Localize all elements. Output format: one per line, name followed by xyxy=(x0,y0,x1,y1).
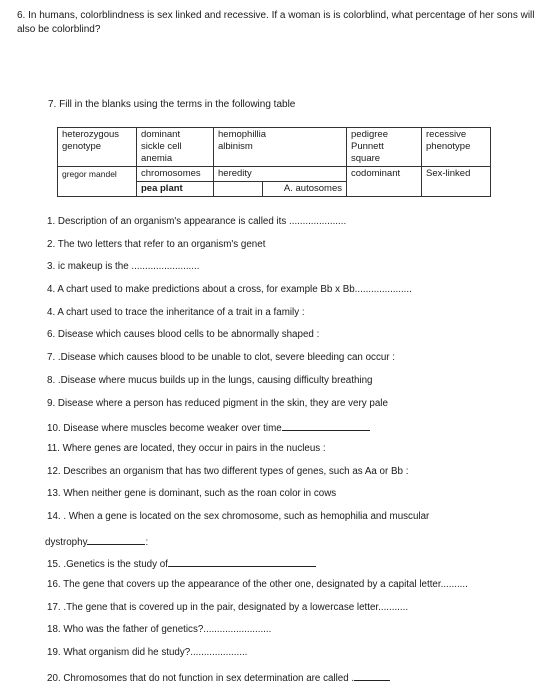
item-text: 9. Disease where a person has reduced pigment in the skin, they are very pale xyxy=(47,397,388,409)
item-text: 4. A chart used to make predictions about a cross, for example Bb x Bb..................... xyxy=(47,284,412,296)
item-text: 18. Who was the father of genetics?......................... xyxy=(47,624,272,636)
item-text: 10. Disease where muscles become weaker over time xyxy=(47,423,282,435)
item-text: 13. When neither gene is dominant, such as the roan color in cows xyxy=(47,488,337,500)
list-item xyxy=(47,261,468,284)
term-chromosomes: chromosomes xyxy=(137,167,214,182)
list-item xyxy=(47,239,468,262)
list-item xyxy=(47,466,468,489)
term-albinism: albinism xyxy=(218,141,253,152)
term-heredity: heredity xyxy=(214,167,347,182)
colon-text: : xyxy=(145,536,149,548)
list-item xyxy=(47,647,468,670)
item-text: 15. .Genetics is the study of xyxy=(47,559,168,571)
list-item xyxy=(47,443,468,466)
list-item xyxy=(47,511,468,534)
item-text: 12. Describes an organism that has two different types of genes, such as Aa or Bb : xyxy=(47,465,409,477)
list-item xyxy=(47,420,468,443)
term-codominant: codominant xyxy=(347,167,422,197)
term-cell xyxy=(58,128,137,167)
term-recessive: recessive xyxy=(426,129,467,140)
list-item xyxy=(47,216,468,239)
term-hemophillia: hemophillia xyxy=(218,129,267,140)
list-item xyxy=(47,488,468,511)
list-item xyxy=(47,352,468,375)
term-pedigree: pedigree xyxy=(351,129,388,140)
term-square: square xyxy=(351,153,381,164)
item-text: 6. Disease which causes blood cells to be abnormally shaped : xyxy=(47,329,320,341)
term-autosomes: A. autosomes xyxy=(263,182,347,197)
term-dominant: dominant xyxy=(141,129,181,140)
list-item xyxy=(47,375,468,398)
question-list xyxy=(47,216,468,692)
item-text: 19. What organism did he study?..................... xyxy=(47,647,248,659)
term-gregor-mandel: gregor mandel xyxy=(58,167,137,197)
item-text: 4. A chart used to trace the inheritance of a trait in a family : xyxy=(47,306,305,318)
answer-line[interactable] xyxy=(354,670,390,681)
list-item xyxy=(47,579,468,602)
term-sex-linked: Sex-linked xyxy=(422,167,491,197)
item-text: 14. . When a gene is located on the sex chromosome, such as hemophilia and muscular xyxy=(47,510,430,522)
term-cell xyxy=(347,128,422,167)
term-heterozygous: heterozygous xyxy=(62,129,120,140)
list-item xyxy=(45,534,468,557)
item-text: 8. .Disease where mucus builds up in the lungs, causing difficulty breathing xyxy=(47,374,373,386)
item-text: 1. Description of an organism's appearance is called its ..................... xyxy=(47,216,347,227)
question-6: 6. In humans, colorblindness is sex linked and recessive. If a woman is is colorblind, what percentage of her sons will also be colorblind? xyxy=(17,10,535,35)
term-punnett: Punnett xyxy=(351,141,384,152)
terms-table xyxy=(57,127,491,197)
item-text: 7. .Disease which causes blood to be unable to clot, severe bleeding can occur : xyxy=(47,352,396,364)
item-text: 3. ic makeup is the ......................... xyxy=(47,261,200,273)
term-cell xyxy=(214,128,347,167)
term-phenotype: phenotype xyxy=(426,141,471,152)
item-text: dystrophy xyxy=(45,536,88,548)
item-text: 17. .The gene that is covered up in the pair, designated by a lowercase letter........... xyxy=(47,601,409,613)
list-item xyxy=(47,398,468,421)
list-item xyxy=(47,602,468,625)
item-text: 16. The gene that covers up the appearance of the other one, designated by a capital letter.......... xyxy=(47,579,468,590)
answer-line[interactable] xyxy=(168,556,316,567)
list-item xyxy=(47,556,468,579)
list-item xyxy=(47,284,468,307)
list-item xyxy=(47,624,468,647)
answer-line[interactable] xyxy=(282,420,370,431)
term-cell xyxy=(137,128,214,167)
list-item xyxy=(47,329,468,352)
question-7: 7. Fill in the blanks using the terms in the following table xyxy=(48,99,296,110)
item-text: 20. Chromosomes that do not function in sex determination are called . xyxy=(47,672,355,684)
answer-line[interactable] xyxy=(87,534,145,545)
term-cell xyxy=(422,128,491,167)
item-text: 2. The two letters that refer to an organism's genet xyxy=(47,238,266,250)
term-pea-plant: pea plant xyxy=(137,182,214,197)
list-item xyxy=(47,307,468,330)
list-item xyxy=(47,670,468,693)
item-text: 11. Where genes are located, they occur in pairs in the nucleus : xyxy=(47,442,326,454)
term-sickle-cell: sickle cell xyxy=(141,141,182,152)
term-anemia: anemia xyxy=(141,153,173,164)
term-genotype: genotype xyxy=(62,141,102,152)
term-blank xyxy=(214,182,263,197)
